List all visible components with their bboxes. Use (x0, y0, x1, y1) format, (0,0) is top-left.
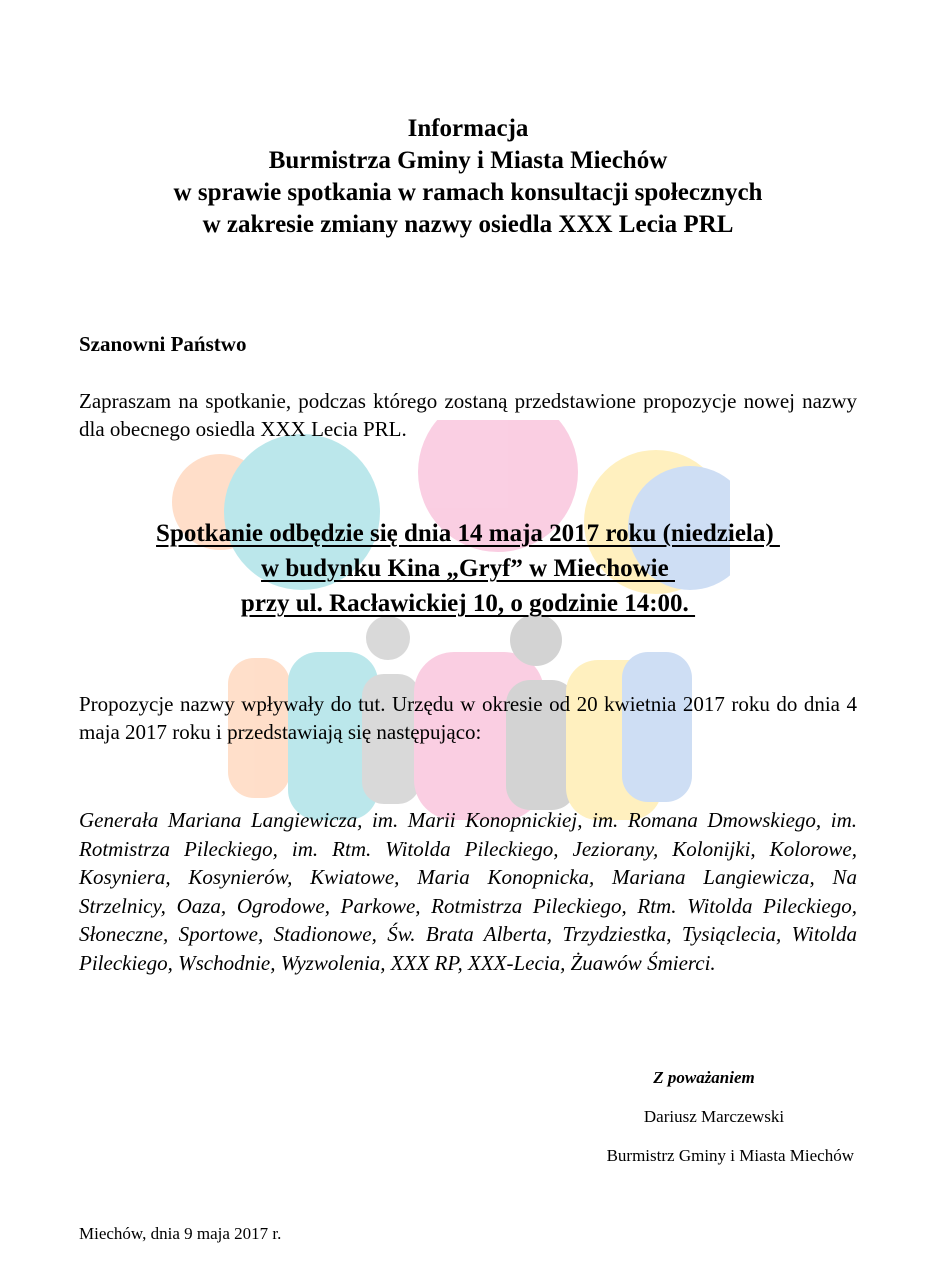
place-date: Miechów, dnia 9 maja 2017 r. (79, 1224, 282, 1243)
signature-name: Dariusz Marczewski (643, 1107, 785, 1126)
intro-paragraph: Zapraszam na spotkanie, podczas którego zostaną przedstawione propozycje nowej nazwy dla obecnego osiedla XXX Lecia PRL. (79, 389, 857, 441)
title-line-1: Informacja (407, 115, 529, 142)
title-line-3: w sprawie spotkania w ramach konsultacji społecznych (173, 179, 763, 206)
signature-closing: Z poważaniem (653, 1068, 755, 1087)
title-line-4: w zakresie zmiany nazwy osiedla XXX Lecia PRL (202, 211, 734, 238)
signature-role: Burmistrz Gminy i Miasta Miechów (606, 1146, 854, 1165)
proposals-list: Generała Mariana Langiewicza, im. Marii Konopnickiej, im. Romana Dmowskiego, im. Rotmistrza Pileckiego, im. Rtm. Witolda Pileckiego, Jeziorany, Kolonijki, Kolorowe, Kosyniera, Kosynierów, Kwiatowe, Maria Konopnicka, Mariana Langiewicza, Na Strzelnicy, Oaza, Ogrodowe, Parkowe, Rotmistrza Pileckiego, Rtm. Witolda Pileckiego, Słoneczne, Sportowe, Stadionowe, Św. Brata Alberta, Trzydziestka, Tysiąclecia, Witolda Pileckiego, Wschodnie, Wyzwolenia, XXX RP, XXX-Lecia, Żuawów Śmierci. (79, 808, 857, 975)
meeting-line-2: w budynku Kina „Gryf” w Miechowie (261, 555, 675, 582)
meeting-line-3: przy ul. Racławickiej 10, o godzinie 14:00. (240, 590, 696, 617)
proposals-intro: Propozycje nazwy wpływały do tut. Urzędu w okresie od 20 kwietnia 2017 roku do dnia 4 maja 2017 roku i przedstawiają się następująco: (79, 692, 857, 744)
title-line-2: Burmistrza Gminy i Miasta Miechów (268, 147, 668, 174)
greeting: Szanowni Państwo (79, 332, 247, 356)
document-title (60, 113, 876, 241)
meeting-line-1: Spotkanie odbędzie się dnia 14 maja 2017 roku (niedziela) (156, 520, 780, 547)
meeting-announcement (60, 516, 876, 621)
